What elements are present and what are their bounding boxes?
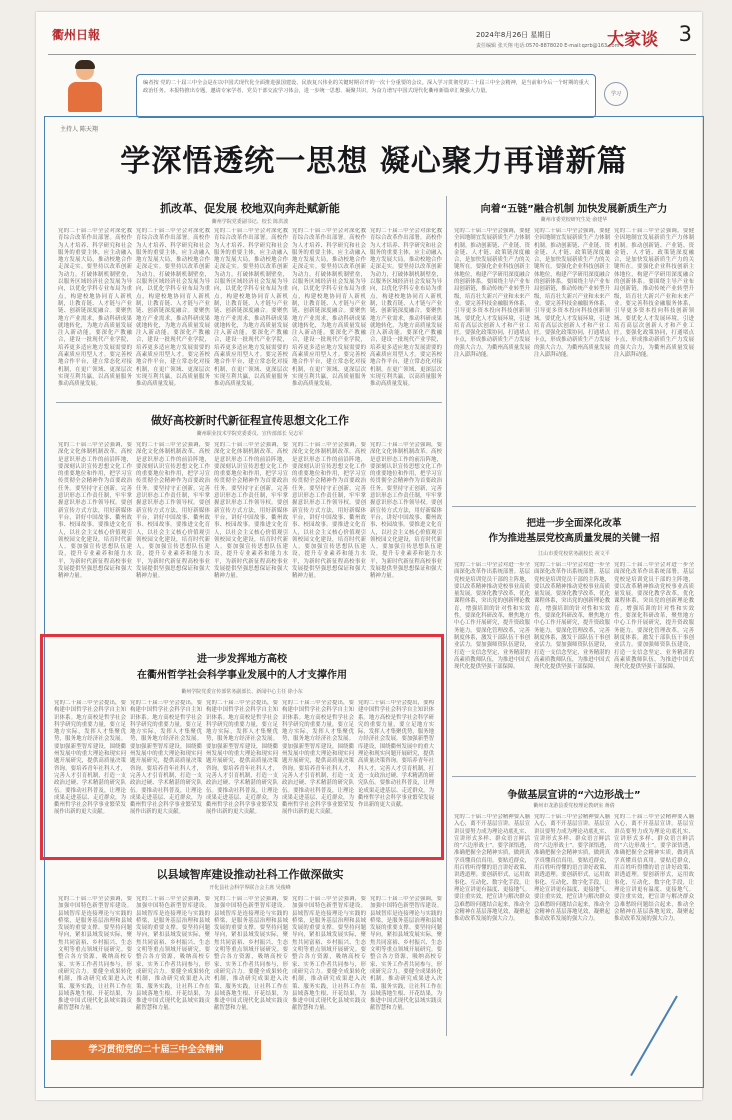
article-2-col-3: 党的二十届三中全会强调，要深化文化体制机制改革。高校是意识形态工作的前沿阵地，要深刻认识宣传思想文化工作的重要地位和作用，把学习宣传贯彻全会精神作为首要政治任务。要坚持守正创新，完善意识形态工作责任制，牢牢掌握意识形态工作领导权。要创新宣传方式方法，用好新媒体平台，讲好中国故事、衢州故事、校园故事。要推进文化育人，以社会主义核心价值观引领校园文化建设，培育时代新人。要加强宣传思想队伍建设，提升专业素养和能力水平，为新时代新征程高校事业发展提供坚强思想保证和强大精神力量。 — [214, 442, 288, 580]
article-7-col-1: 党的二十届三中全会精神要入脑入心，离不开基层宣讲。基层宣讲员要努力成为理论功底扎实、宣讲形式多样、群众语言鲜活的“六边形战士”。要学深悟透，准确把握全会精神实质，做到真学真懂真信真用。要贴近群众，用百姓听得懂的语言讲好政策、讲透道理。要创新形式，运用故事化、互动化、数字化手段，让理论宣讲更有温度、更接地气。要注重实效，把宣讲与解决群众急难愁盼问题结合起来，推动全会精神在基层落地见效，凝聚起推动改革发展的强大合力。 — [454, 814, 530, 923]
publication-date: 2024年8月26日 星期日 — [476, 31, 552, 39]
article-4-col-2: 党的二十届三中全会强调，要加强中国特色新型智库建设。县域智库是连接理论与实践的桥梁，是服务基层治理和县域发展的重要支撑。要坚持问题导向，紧扣县域发展实际，聚焦共同富裕、乡村振兴、生态文明等重点领域开展研究。要整合各方资源，吸纳高校专家、实务工作者共同参与，形成研究合力。要健全成果转化机制，推动研究成果进入决策、服务实践，让社科工作在县域落地生根、开花结果，为推进中国式现代化县域实践贡献智慧和力量。 — [136, 896, 210, 1012]
article-title-3: 进一步发挥地方高校 在衢州哲学社会科学事业发展中的人才支撑作用 — [137, 654, 347, 681]
article-title-7: 争做基层宣讲的“六边形战士” — [507, 790, 641, 801]
article-4-col-4: 党的二十届三中全会强调，要加强中国特色新型智库建设。县域智库是连接理论与实践的桥梁，是服务基层治理和县域发展的重要支撑。要坚持问题导向，紧扣县域发展实际，聚焦共同富裕、乡村振兴、生态文明等重点领域开展研究。要整合各方资源，吸纳高校专家、实务工作者共同参与，形成研究合力。要健全成果转化机制，推动研究成果进入决策、服务实践，让社科工作在县域落地生根、开花结果，为推进中国式现代化县域实践贡献智慧和力量。 — [292, 896, 366, 1012]
study-badge-icon: 学习 — [604, 82, 628, 106]
column-divider — [446, 196, 447, 1036]
article-author-4: 开化县社会科学界联合会主席 吴俊峰 — [209, 885, 291, 891]
article-5-col-1: 党的二十届三中全会强调，要健全因地制宜发展新质生产力体制机制。推动创新链、产业链、资金链、人才链、政策链深度融合，是加快发展新质生产力的关键所在。要强化企业科技创新主体地位，构建产学研用深度融合的创新体系。要围绕主导产业布局创新链，推动传统产业转型升级，培育壮大新兴产业和未来产业。要完善科技金融服务体系，引导更多资本投向科技创新领域。要优化人才发展环境，引进培育高层次创新人才和产业工匠。要强化政策协同，打通堵点卡点，形成推动新质生产力发展的强大合力，为衢州高质量发展注入澎湃动能。 — [454, 228, 530, 359]
article-6-col-3: 党的二十届三中全会对进一步全面深化改革作出系统部署。基层党校是培训党员干部的主阵地，要以改革精神推动党校事业高质量发展。要深化教学改革，优化课程体系，突出党的创新理论教育，增强培训的针对性和实效性。要深化科研改革，聚焦地方中心工作开展研究，提升资政服务能力。要深化管理改革，完善制度体系，激发干部队伍干事创业活力。要加强师资队伍建设，打造一支信念坚定、业务精湛的高素质教师队伍，为推进中国式现代化提供坚强干部保障。 — [614, 562, 694, 671]
article-4-col-5: 党的二十届三中全会强调，要加强中国特色新型智库建设。县域智库是连接理论与实践的桥梁，是服务基层治理和县域发展的重要支撑。要坚持问题导向，紧扣县域发展实际，聚焦共同富裕、乡村振兴、生态文明等重点领域开展研究。要整合各方资源，吸纳高校专家、实务工作者共同参与，形成研究合力。要健全成果转化机制，推动研究成果进入决策、服务实践，让社科工作在县域落地生根、开花结果，为推进中国式现代化县域实践贡献智慧和力量。 — [370, 896, 442, 1012]
article-3-col-2: 党的二十届三中全会提出，要构建中国哲学社会科学自主知识体系。地方高校是哲学社会科学研究的重要力量，要立足地方实际，发挥人才集聚优势，服务地方经济社会发展。要加强新型智库建设，围绕衢州发展中的重大理论和现实问题开展研究，提供高质量决策咨询。要培养青年社科人才，完善人才引育机制，打造一支政治过硬、学术精湛的研究队伍。要推动社科普及，让理论成果走进基层、走近群众，为衢州哲学社会科学事业繁荣发展作出新的更大贡献。 — [130, 700, 202, 816]
host-avatar-icon — [60, 58, 110, 118]
article-title-2: 做好高校新时代新征程宣传思想文化工作 — [151, 414, 349, 427]
article-4-col-1: 党的二十届三中全会强调，要加强中国特色新型智库建设。县域智库是连接理论与实践的桥梁，是服务基层治理和县域发展的重要支撑。要坚持问题导向，紧扣县域发展实际，聚焦共同富裕、乡村振兴、生态文明等重点领域开展研究。要整合各方资源，吸纳高校专家、实务工作者共同参与，形成研究合力。要健全成果转化机制，推动研究成果进入决策、服务实践，让社科工作在县域落地生根、开花结果，为推进中国式现代化县域实践贡献智慧和力量。 — [58, 896, 132, 1012]
frame-corner-decoration — [650, 996, 704, 1088]
article-2-col-2: 党的二十届三中全会强调，要深化文化体制机制改革。高校是意识形态工作的前沿阵地，要深刻认识宣传思想文化工作的重要地位和作用，把学习宣传贯彻全会精神作为首要政治任务。要坚持守正创新，完善意识形态工作责任制，牢牢掌握意识形态工作领导权。要创新宣传方式方法，用好新媒体平台，讲好中国故事、衢州故事、校园故事。要推进文化育人，以社会主义核心价值观引领校园文化建设，培育时代新人。要加强宣传思想队伍建设，提升专业素养和能力水平，为新时代新征程高校事业发展提供坚强思想保证和强大精神力量。 — [136, 442, 210, 580]
host-caption: 主持人 陈天翔 — [60, 126, 98, 133]
article-7-col-2: 党的二十届三中全会精神要入脑入心，离不开基层宣讲。基层宣讲员要努力成为理论功底扎实、宣讲形式多样、群众语言鲜活的“六边形战士”。要学深悟透，准确把握全会精神实质，做到真学真懂真信真用。要贴近群众，用百姓听得懂的语言讲好政策、讲透道理。要创新形式，运用故事化、互动化、数字化手段，让理论宣讲更有温度、更接地气。要注重实效，把宣讲与解决群众急难愁盼问题结合起来，推动全会精神在基层落地见效，凝聚起推动改革发展的强大合力。 — [534, 814, 610, 923]
article-1-col-4: 党的二十届三中全会对深化教育综合改革作出部署。高校作为人才培养、科学研究和社会服务的重要主体，应主动融入地方发展大局，推动校地合作走深走实。要坚持以改革创新为动力，打破体制机制壁垒，以服务区域经济社会发展为导向，以优化学科专业布局为重点，构建校地协同育人新机制，让教育链、人才链与产业链、创新链深度融合。要聚焦地方产业需求，推动科研成果就地转化，为地方高质量发展注入新动能。要深化产教融合，建设一批现代产业学院，培养更多适应地方发展需要的高素质应用型人才。要完善校地合作平台，建立常态化对接机制，在更广领域、更深层次实现互利共赢，以高质量服务推动高质量发展。 — [292, 228, 366, 388]
article-3-col-5: 党的二十届三中全会提出，要构建中国哲学社会科学自主知识体系。地方高校是哲学社会科学研究的重要力量，要立足地方实际，发挥人才集聚优势，服务地方经济社会发展。要加强新型智库建设，围绕衢州发展中的重大理论和现实问题开展研究，提供高质量决策咨询。要培养青年社科人才，完善人才引育机制，打造一支政治过硬、学术精湛的研究队伍。要推动社科普及，让理论成果走进基层、走近群众，为衢州哲学社会科学事业繁荣发展作出新的更大贡献。 — [358, 700, 434, 809]
article-author-1: 衢州学院党委副书记、校长 陈洪波 — [211, 219, 289, 225]
article-6-col-2: 党的二十届三中全会对进一步全面深化改革作出系统部署。基层党校是培训党员干部的主阵地，要以改革精神推动党校事业高质量发展。要深化教学改革，优化课程体系，突出党的创新理论教育，增强培训的针对性和实效性。要深化科研改革，聚焦地方中心工作开展研究，提升资政服务能力。要深化管理改革，完善制度体系，激发干部队伍干事创业活力。要加强师资队伍建设，打造一支信念坚定、业务精湛的高素质教师队伍，为推进中国式现代化提供坚强干部保障。 — [534, 562, 610, 671]
editor-info: 责任编辑 张天翔 电话:0570-8878020 E-mail:qzrb@163.com — [476, 43, 620, 49]
masthead — [48, 20, 696, 55]
article-title-4: 以县域智库建设推动社科工作做深做实 — [156, 868, 344, 881]
article-3-col-3: 党的二十届三中全会提出，要构建中国哲学社会科学自主知识体系。地方高校是哲学社会科学研究的重要力量，要立足地方实际，发挥人才集聚优势，服务地方经济社会发展。要加强新型智库建设，围绕衢州发展中的重大理论和现实问题开展研究，提供高质量决策咨询。要培养青年社科人才，完善人才引育机制，打造一支政治过硬、学术精湛的研究队伍。要推动社科普及，让理论成果走进基层、走近群众，为衢州哲学社会科学事业繁荣发展作出新的更大贡献。 — [206, 700, 278, 816]
article-title-1: 抓改革、促发展 校地双向奔赴赋新能 — [160, 202, 340, 215]
article-1-col-1: 党的二十届三中全会对深化教育综合改革作出部署。高校作为人才培养、科学研究和社会服务的重要主体，应主动融入地方发展大局，推动校地合作走深走实。要坚持以改革创新为动力，打破体制机制壁垒，以服务区域经济社会发展为导向，以优化学科专业布局为重点，构建校地协同育人新机制，让教育链、人才链与产业链、创新链深度融合。要聚焦地方产业需求，推动科研成果就地转化，为地方高质量发展注入新动能。要深化产教融合，建设一批现代产业学院，培养更多适应地方发展需要的高素质应用型人才。要完善校地合作平台，建立常态化对接机制，在更广领域、更深层次实现互利共赢，以高质量服务推动高质量发展。 — [58, 228, 132, 388]
editor-note-box — [136, 74, 596, 118]
article-2-col-1: 党的二十届三中全会强调，要深化文化体制机制改革。高校是意识形态工作的前沿阵地，要深刻认识宣传思想文化工作的重要地位和作用，把学习宣传贯彻全会精神作为首要政治任务。要坚持守正创新，完善意识形态工作责任制，牢牢掌握意识形态工作领导权。要创新宣传方式方法，用好新媒体平台，讲好中国故事、衢州故事、校园故事。要推进文化育人，以社会主义核心价值观引领校园文化建设，培育时代新人。要加强宣传思想队伍建设，提升专业素养和能力水平，为新时代新征程高校事业发展提供坚强思想保证和强大精神力量。 — [58, 442, 132, 580]
page-headline: 学深悟透统一思想 凝心聚力再谱新篇 — [120, 144, 628, 179]
article-3-col-4: 党的二十届三中全会提出，要构建中国哲学社会科学自主知识体系。地方高校是哲学社会科学研究的重要力量，要立足地方实际，发挥人才集聚优势，服务地方经济社会发展。要加强新型智库建设，围绕衢州发展中的重大理论和现实问题开展研究，提供高质量决策咨询。要培养青年社科人才，完善人才引育机制，打造一支政治过硬、学术精湛的研究队伍。要推动社科普及，让理论成果走进基层、走近群众，为衢州哲学社会科学事业繁荣发展作出新的更大贡献。 — [282, 700, 354, 816]
article-4-col-3: 党的二十届三中全会强调，要加强中国特色新型智库建设。县域智库是连接理论与实践的桥梁，是服务基层治理和县域发展的重要支撑。要坚持问题导向，紧扣县域发展实际，聚焦共同富裕、乡村振兴、生态文明等重点领域开展研究。要整合各方资源，吸纳高校专家、实务工作者共同参与，形成研究合力。要健全成果转化机制，推动研究成果进入决策、服务实践，让社科工作在县域落地生根、开花结果，为推进中国式现代化县域实践贡献智慧和力量。 — [214, 896, 288, 1012]
article-author-3: 衢州学院党委宣传部常务副部长、新闻中心主任 徐小东 — [181, 689, 303, 695]
footer-topic-banner: 学习贯彻党的二十届三中全会精神 — [51, 1040, 261, 1060]
article-author-6: 江山市委党校常务副校长 祝文平 — [538, 551, 610, 557]
section-divider — [56, 402, 442, 403]
article-title-5: 向着“五链”融合机制 加快发展新质生产力 — [480, 204, 668, 215]
article-1-col-3: 党的二十届三中全会对深化教育综合改革作出部署。高校作为人才培养、科学研究和社会服务的重要主体，应主动融入地方发展大局，推动校地合作走深走实。要坚持以改革创新为动力，打破体制机制壁垒，以服务区域经济社会发展为导向，以优化学科专业布局为重点，构建校地协同育人新机制，让教育链、人才链与产业链、创新链深度融合。要聚焦地方产业需求，推动科研成果就地转化，为地方高质量发展注入新动能。要深化产教融合，建设一批现代产业学院，培养更多适应地方发展需要的高素质应用型人才。要完善校地合作平台，建立常态化对接机制，在更广领域、更深层次实现互利共赢，以高质量服务推动高质量发展。 — [214, 228, 288, 388]
article-5-col-3: 党的二十届三中全会强调，要健全因地制宜发展新质生产力体制机制。推动创新链、产业链、资金链、人才链、政策链深度融合，是加快发展新质生产力的关键所在。要强化企业科技创新主体地位，构建产学研用深度融合的创新体系。要围绕主导产业布局创新链，推动传统产业转型升级，培育壮大新兴产业和未来产业。要完善科技金融服务体系，引导更多资本投向科技创新领域。要优化人才发展环境，引进培育高层次创新人才和产业工匠。要强化政策协同，打通堵点卡点，形成推动新质生产力发展的强大合力，为衢州高质量发展注入澎湃动能。 — [614, 228, 694, 359]
article-author-7: 衢州市龙游县委党校理论教研室 蒋倩 — [533, 803, 615, 809]
article-3-col-1: 党的二十届三中全会提出，要构建中国哲学社会科学自主知识体系。地方高校是哲学社会科学研究的重要力量，要立足地方实际，发挥人才集聚优势，服务地方经济社会发展。要加强新型智库建设，围绕衢州发展中的重大理论和现实问题开展研究，提供高质量决策咨询。要培养青年社科人才，完善人才引育机制，打造一支政治过硬、学术精湛的研究队伍。要推动社科普及，让理论成果走进基层、走近群众，为衢州哲学社会科学事业繁荣发展作出新的更大贡献。 — [54, 700, 126, 816]
section-divider — [452, 506, 696, 507]
article-1-col-5: 党的二十届三中全会对深化教育综合改革作出部署。高校作为人才培养、科学研究和社会服务的重要主体，应主动融入地方发展大局，推动校地合作走深走实。要坚持以改革创新为动力，打破体制机制壁垒，以服务区域经济社会发展为导向，以优化学科专业布局为重点，构建校地协同育人新机制，让教育链、人才链与产业链、创新链深度融合。要聚焦地方产业需求，推动科研成果就地转化，为地方高质量发展注入新动能。要深化产教融合，建设一批现代产业学院，培养更多适应地方发展需要的高素质应用型人才。要完善校地合作平台，建立常态化对接机制，在更广领域、更深层次实现互利共赢，以高质量服务推动高质量发展。 — [370, 228, 442, 388]
section-divider — [452, 776, 696, 777]
article-5-col-2: 党的二十届三中全会强调，要健全因地制宜发展新质生产力体制机制。推动创新链、产业链、资金链、人才链、政策链深度融合，是加快发展新质生产力的关键所在。要强化企业科技创新主体地位，构建产学研用深度融合的创新体系。要围绕主导产业布局创新链，推动传统产业转型升级，培育壮大新兴产业和未来产业。要完善科技金融服务体系，引导更多资本投向科技创新领域。要优化人才发展环境，引进培育高层次创新人才和产业工匠。要强化政策协同，打通堵点卡点，形成推动新质生产力发展的强大合力，为衢州高质量发展注入澎湃动能。 — [534, 228, 610, 359]
article-author-5: 衢州市委党校研究生处 俞建华 — [540, 217, 608, 223]
editor-note-text: 编者按 党的二十届三中全会是在以中国式现代化全面推进强国建设、民族复兴伟业的关键时期召开的一次十分重要的会议。深入学习贯彻党的二十届三中全会精神，是当前和今后一个时期的重大政治任务。本报特推出专题，邀请专家学者、党员干部交流学习体会，进一步统一思想、凝聚共识，为奋力谱写中国式现代化衢州新篇章汇聚强大力量。 — [143, 80, 589, 94]
article-title-6: 把进一步全面深化改革 作为推进基层党校高质量发展的关键一招 — [488, 518, 660, 544]
article-6-col-1: 党的二十届三中全会对进一步全面深化改革作出系统部署。基层党校是培训党员干部的主阵地，要以改革精神推动党校事业高质量发展。要深化教学改革，优化课程体系，突出党的创新理论教育，增强培训的针对性和实效性。要深化科研改革，聚焦地方中心工作开展研究，提升资政服务能力。要深化管理改革，完善制度体系，激发干部队伍干事创业活力。要加强师资队伍建设，打造一支信念坚定、业务精湛的高素质教师队伍，为推进中国式现代化提供坚强干部保障。 — [454, 562, 530, 671]
article-2-col-5: 党的二十届三中全会强调，要深化文化体制机制改革。高校是意识形态工作的前沿阵地，要深刻认识宣传思想文化工作的重要地位和作用，把学习宣传贯彻全会精神作为首要政治任务。要坚持守正创新，完善意识形态工作责任制，牢牢掌握意识形态工作领导权。要创新宣传方式方法，用好新媒体平台，讲好中国故事、衢州故事、校园故事。要推进文化育人，以社会主义核心价值观引领校园文化建设，培育时代新人。要加强宣传思想队伍建设，提升专业素养和能力水平，为新时代新征程高校事业发展提供坚强思想保证和强大精神力量。 — [370, 442, 442, 580]
article-7-col-3: 党的二十届三中全会精神要入脑入心，离不开基层宣讲。基层宣讲员要努力成为理论功底扎实、宣讲形式多样、群众语言鲜活的“六边形战士”。要学深悟透，准确把握全会精神实质，做到真学真懂真信真用。要贴近群众，用百姓听得懂的语言讲好政策、讲透道理。要创新形式，运用故事化、互动化、数字化手段，让理论宣讲更有温度、更接地气。要注重实效，把宣讲与解决群众急难愁盼问题结合起来，推动全会精神在基层落地见效，凝聚起推动改革发展的强大合力。 — [614, 814, 694, 923]
section-title: 大家谈 — [607, 30, 658, 50]
article-2-col-4: 党的二十届三中全会强调，要深化文化体制机制改革。高校是意识形态工作的前沿阵地，要深刻认识宣传思想文化工作的重要地位和作用，把学习宣传贯彻全会精神作为首要政治任务。要坚持守正创新，完善意识形态工作责任制，牢牢掌握意识形态工作领导权。要创新宣传方式方法，用好新媒体平台，讲好中国故事、衢州故事、校园故事。要推进文化育人，以社会主义核心价值观引领校园文化建设，培育时代新人。要加强宣传思想队伍建设，提升专业素养和能力水平，为新时代新征程高校事业发展提供坚强思想保证和强大精神力量。 — [292, 442, 366, 580]
page-number: 3 — [678, 22, 692, 46]
newspaper-logo: 衢州日報 — [52, 28, 101, 42]
article-1-col-2: 党的二十届三中全会对深化教育综合改革作出部署。高校作为人才培养、科学研究和社会服务的重要主体，应主动融入地方发展大局，推动校地合作走深走实。要坚持以改革创新为动力，打破体制机制壁垒，以服务区域经济社会发展为导向，以优化学科专业布局为重点，构建校地协同育人新机制，让教育链、人才链与产业链、创新链深度融合。要聚焦地方产业需求，推动科研成果就地转化，为地方高质量发展注入新动能。要深化产教融合，建设一批现代产业学院，培养更多适应地方发展需要的高素质应用型人才。要完善校地合作平台，建立常态化对接机制，在更广领域、更深层次实现互利共赢，以高质量服务推动高质量发展。 — [136, 228, 210, 388]
article-author-2: 衢州职业技术学院党委委员、宣传部部长 吴志军 — [196, 431, 304, 437]
